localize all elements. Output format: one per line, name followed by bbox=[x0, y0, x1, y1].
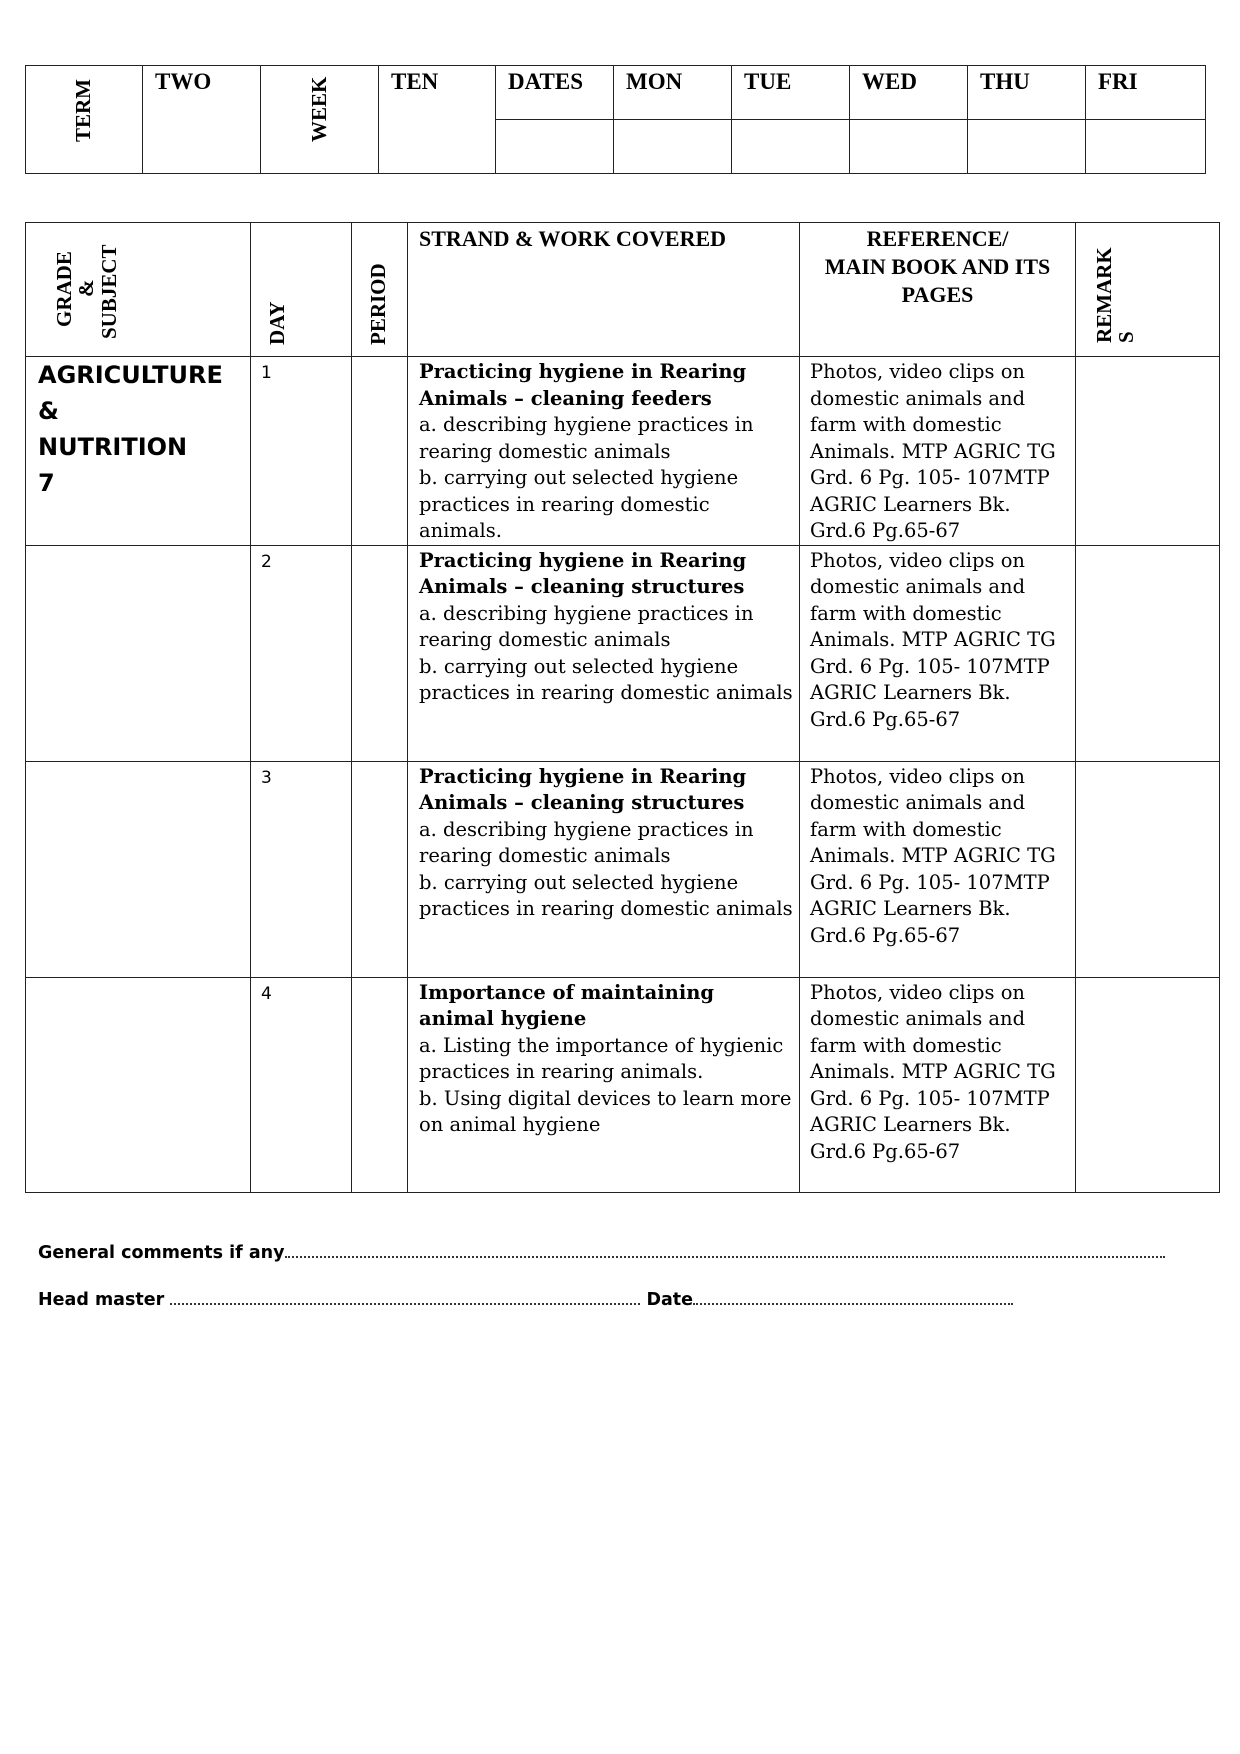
day-thu-cell bbox=[968, 66, 1086, 120]
lesson-point-b: b. Using digital devices to learn more on animal hygiene bbox=[419, 1086, 792, 1136]
period-cell bbox=[352, 761, 408, 977]
reference-header bbox=[800, 223, 1076, 357]
lesson-point-a: a. Listing the importance of hygienic practices in rearing animals. bbox=[419, 1033, 784, 1083]
reference-cell: Photos, video clips on domestic animals and farm with domestic Animals. MTP AGRIC TG Grd. 6 Pg. 105- 107MTP AGRIC Learners Bk. Grd.6 Pg.65-67 bbox=[800, 761, 1076, 977]
week-label-cell bbox=[261, 66, 379, 174]
date-field[interactable] bbox=[693, 1287, 1013, 1305]
lesson-point-a: a. describing hygiene practices in rearing domestic animals bbox=[419, 413, 754, 463]
scheme-of-work-table bbox=[25, 222, 1220, 1193]
dates-label-cell bbox=[496, 66, 614, 120]
day-wed-cell bbox=[850, 66, 968, 120]
term-week-table bbox=[25, 65, 1206, 174]
table-row bbox=[26, 761, 1220, 977]
day-mon-label: MON bbox=[626, 69, 683, 94]
date-wed-cell bbox=[850, 120, 968, 174]
remarks-header-line1: REMARK bbox=[1092, 247, 1116, 343]
table-header-row bbox=[26, 223, 1220, 357]
lesson-title: Practicing hygiene in Rearing Animals – cleaning structures bbox=[419, 764, 747, 814]
period-cell bbox=[352, 545, 408, 761]
day-fri-cell bbox=[1086, 66, 1206, 120]
dates-value-cell bbox=[496, 120, 614, 174]
lesson-point-b: b. carrying out selected hygiene practices in rearing domestic animals bbox=[419, 654, 793, 704]
lesson-point-b: b. carrying out selected hygiene practices in rearing domestic animals. bbox=[419, 466, 739, 542]
signature-line bbox=[38, 1287, 1013, 1310]
lesson-title: Practicing hygiene in Rearing Animals – cleaning structures bbox=[419, 548, 747, 598]
lesson-point-a: a. describing hygiene practices in rearing domestic animals bbox=[419, 817, 754, 867]
grade-subject-header bbox=[26, 223, 251, 357]
general-comments-line bbox=[38, 1240, 1165, 1263]
strand-header bbox=[408, 223, 800, 357]
table-row bbox=[26, 545, 1220, 761]
head-master-field[interactable] bbox=[170, 1287, 640, 1305]
term-label: TERM bbox=[71, 79, 95, 142]
day-number: 3 bbox=[251, 761, 352, 977]
work-covered-cell bbox=[408, 977, 800, 1192]
remarks-header-line2: S bbox=[1114, 331, 1138, 343]
day-number: 1 bbox=[251, 357, 352, 546]
day-tue-label: TUE bbox=[744, 69, 792, 94]
day-wed-label: WED bbox=[862, 69, 917, 94]
remarks-cell bbox=[1076, 977, 1220, 1192]
day-number: 4 bbox=[251, 977, 352, 1192]
day-fri-label: FRI bbox=[1098, 69, 1138, 94]
table-row bbox=[26, 977, 1220, 1192]
subject-cell-empty bbox=[26, 761, 251, 977]
day-header-label: DAY bbox=[265, 301, 289, 345]
period-cell bbox=[352, 977, 408, 1192]
term-value-cell bbox=[143, 66, 261, 174]
date-mon-cell bbox=[614, 120, 732, 174]
period-header-label: PERIOD bbox=[366, 263, 390, 345]
week-label: WEEK bbox=[306, 76, 331, 142]
lesson-point-b: b. carrying out selected hygiene practices in rearing domestic animals bbox=[419, 870, 793, 920]
strand-header-label: STRAND & WORK COVERED bbox=[419, 226, 727, 251]
period-cell bbox=[352, 357, 408, 546]
remarks-header bbox=[1076, 223, 1220, 357]
subject-cell-empty bbox=[26, 545, 251, 761]
general-comments-label: General comments if any bbox=[38, 1243, 285, 1263]
term-value: TWO bbox=[155, 69, 212, 94]
work-covered-cell bbox=[408, 357, 800, 546]
subject-cell-empty bbox=[26, 977, 251, 1192]
day-thu-label: THU bbox=[980, 69, 1030, 94]
period-header bbox=[352, 223, 408, 357]
week-value: TEN bbox=[391, 69, 439, 94]
day-number: 2 bbox=[251, 545, 352, 761]
subject-cell: AGRICULTURE & NUTRITION 7 bbox=[26, 357, 251, 546]
lesson-title: Practicing hygiene in Rearing Animals – cleaning feeders bbox=[419, 360, 747, 410]
day-header bbox=[251, 223, 352, 357]
date-label: Date bbox=[646, 1290, 694, 1310]
day-tue-cell bbox=[732, 66, 850, 120]
remarks-cell bbox=[1076, 761, 1220, 977]
date-thu-cell bbox=[968, 120, 1086, 174]
grade-header-line3: SUBJECT bbox=[97, 244, 121, 339]
table-row bbox=[26, 357, 1220, 546]
lesson-point-a: a. describing hygiene practices in rearing domestic animals bbox=[419, 601, 754, 651]
dates-label: DATES bbox=[508, 69, 583, 94]
grade-header-line2: & bbox=[74, 279, 98, 297]
term-label-cell bbox=[26, 66, 143, 174]
reference-cell: Photos, video clips on domestic animals and farm with domestic Animals. MTP AGRIC TG Grd. 6 Pg. 105- 107MTP AGRIC Learners Bk. Grd.6 Pg.65-67 bbox=[800, 977, 1076, 1192]
day-mon-cell bbox=[614, 66, 732, 120]
lesson-title: Importance of maintaining animal hygiene bbox=[419, 980, 715, 1030]
remarks-cell bbox=[1076, 545, 1220, 761]
grade-header-line1: GRADE bbox=[52, 251, 76, 327]
work-covered-cell bbox=[408, 545, 800, 761]
work-covered-cell bbox=[408, 761, 800, 977]
week-value-cell bbox=[379, 66, 496, 174]
date-fri-cell bbox=[1086, 120, 1206, 174]
reference-header-label: REFERENCE/ MAIN BOOK AND ITS PAGES bbox=[824, 226, 1051, 307]
reference-cell: Photos, video clips on domestic animals and farm with domestic Animals. MTP AGRIC TG Grd. 6 Pg. 105- 107MTP AGRIC Learners Bk. Grd.6 Pg.65-67 bbox=[800, 357, 1076, 546]
head-master-label: Head master bbox=[38, 1290, 165, 1310]
reference-cell: Photos, video clips on domestic animals and farm with domestic Animals. MTP AGRIC TG Grd. 6 Pg. 105- 107MTP AGRIC Learners Bk. Grd.6 Pg.65-67 bbox=[800, 545, 1076, 761]
remarks-cell bbox=[1076, 357, 1220, 546]
date-tue-cell bbox=[732, 120, 850, 174]
general-comments-field[interactable] bbox=[285, 1240, 1165, 1258]
